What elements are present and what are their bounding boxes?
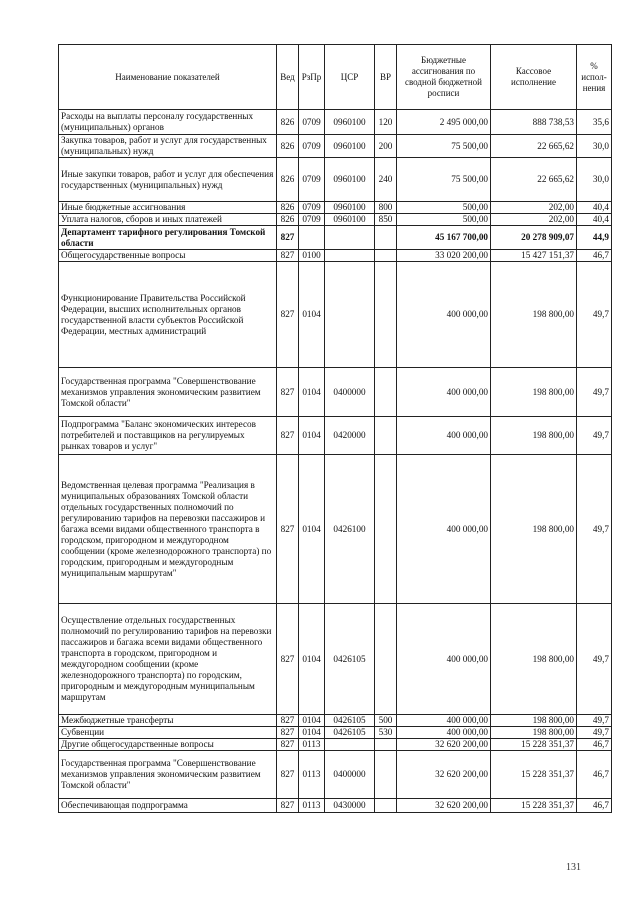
cell-vr	[375, 455, 397, 604]
cell-percent: 44,9	[577, 226, 612, 250]
table-row	[59, 214, 612, 226]
cell-rzpr: 0104	[299, 262, 325, 368]
cell-rzpr: 0104	[299, 455, 325, 604]
cell-percent: 40,4	[577, 202, 612, 214]
cell-ved: 826	[277, 110, 299, 135]
cell-rzpr: 0104	[299, 727, 325, 739]
cell-assignments: 45 167 700,00	[397, 226, 491, 250]
cell-cash-execution: 15 228 351,37	[491, 799, 577, 813]
cell-assignments: 400 000,00	[397, 715, 491, 727]
cell-rzpr: 0709	[299, 202, 325, 214]
table-row	[59, 202, 612, 214]
cell-rzpr: 0113	[299, 751, 325, 799]
cell-assignments: 33 020 200,00	[397, 250, 491, 262]
cell-assignments: 75 500,00	[397, 135, 491, 158]
table-row	[59, 604, 612, 715]
header-assignments: Бюджетные ассигнования по сводной бюджетной росписи	[397, 45, 491, 110]
cell-cash-execution: 202,00	[491, 202, 577, 214]
header-vr: ВР	[375, 45, 397, 110]
cell-csr	[325, 739, 375, 751]
cell-cash-execution: 198 800,00	[491, 455, 577, 604]
cell-cash-execution: 15 427 151,37	[491, 250, 577, 262]
cell-percent: 49,7	[577, 604, 612, 715]
cell-cash-execution: 888 738,53	[491, 110, 577, 135]
cell-name: Субвенции	[59, 727, 277, 739]
cell-ved: 827	[277, 417, 299, 455]
cell-ved: 827	[277, 604, 299, 715]
page-number: 131	[566, 862, 581, 873]
cell-vr: 500	[375, 715, 397, 727]
cell-cash-execution: 202,00	[491, 214, 577, 226]
header-csr: ЦСР	[325, 45, 375, 110]
cell-vr	[375, 250, 397, 262]
cell-name: Уплата налогов, сборов и иных платежей	[59, 214, 277, 226]
cell-assignments: 400 000,00	[397, 455, 491, 604]
cell-rzpr: 0113	[299, 799, 325, 813]
cell-vr	[375, 604, 397, 715]
cell-cash-execution: 20 278 909,07	[491, 226, 577, 250]
cell-ved: 826	[277, 158, 299, 202]
cell-assignments: 400 000,00	[397, 262, 491, 368]
cell-rzpr	[299, 226, 325, 250]
cell-name: Функционирование Правительства Российской Федерации, высших исполнительных органов государственной власти субъектов Российской Федерации, местных администраций	[59, 262, 277, 368]
table-row	[59, 110, 612, 135]
cell-ved: 827	[277, 250, 299, 262]
cell-cash-execution: 198 800,00	[491, 417, 577, 455]
cell-assignments: 500,00	[397, 214, 491, 226]
table-row	[59, 727, 612, 739]
cell-vr: 240	[375, 158, 397, 202]
cell-name: Другие общегосударственные вопросы	[59, 739, 277, 751]
header-percent: % испол-нения	[577, 45, 612, 110]
cell-ved: 827	[277, 262, 299, 368]
cell-percent: 46,7	[577, 799, 612, 813]
cell-percent: 46,7	[577, 250, 612, 262]
cell-csr: 0960100	[325, 158, 375, 202]
header-cash-execution: Кассовое исполнение	[491, 45, 577, 110]
cell-csr: 0400000	[325, 751, 375, 799]
cell-ved: 827	[277, 751, 299, 799]
cell-assignments: 32 620 200,00	[397, 751, 491, 799]
cell-name: Иные бюджетные ассигнования	[59, 202, 277, 214]
header-name: Наименование показателей	[59, 45, 277, 110]
cell-ved: 827	[277, 368, 299, 417]
table-header-row	[59, 45, 612, 110]
table-row	[59, 455, 612, 604]
cell-percent: 49,7	[577, 417, 612, 455]
cell-cash-execution: 198 800,00	[491, 262, 577, 368]
header-rzpr: РзПр	[299, 45, 325, 110]
table-row	[59, 158, 612, 202]
cell-csr: 0426105	[325, 727, 375, 739]
cell-name: Межбюджетные трансферты	[59, 715, 277, 727]
cell-assignments: 400 000,00	[397, 604, 491, 715]
cell-ved: 827	[277, 715, 299, 727]
table-body	[59, 110, 612, 813]
cell-vr: 800	[375, 202, 397, 214]
table-row	[59, 715, 612, 727]
cell-percent: 49,7	[577, 715, 612, 727]
cell-cash-execution: 22 665,62	[491, 135, 577, 158]
cell-name: Общегосударственные вопросы	[59, 250, 277, 262]
cell-rzpr: 0709	[299, 110, 325, 135]
table-row	[59, 739, 612, 751]
cell-csr: 0420000	[325, 417, 375, 455]
cell-rzpr: 0104	[299, 604, 325, 715]
cell-ved: 826	[277, 135, 299, 158]
cell-csr: 0400000	[325, 368, 375, 417]
cell-vr: 120	[375, 110, 397, 135]
cell-rzpr: 0709	[299, 158, 325, 202]
cell-ved: 827	[277, 739, 299, 751]
cell-percent: 49,7	[577, 368, 612, 417]
cell-assignments: 500,00	[397, 202, 491, 214]
cell-csr: 0960100	[325, 110, 375, 135]
cell-assignments: 32 620 200,00	[397, 739, 491, 751]
cell-percent: 46,7	[577, 751, 612, 799]
cell-rzpr: 0104	[299, 417, 325, 455]
cell-vr	[375, 262, 397, 368]
cell-name: Государственная программа "Совершенствование механизмов управления экономическим развитием Томской области"	[59, 751, 277, 799]
cell-vr	[375, 368, 397, 417]
cell-name: Закупка товаров, работ и услуг для государственных (муниципальных) нужд	[59, 135, 277, 158]
budget-execution-table	[58, 44, 612, 813]
cell-vr: 200	[375, 135, 397, 158]
cell-csr: 0960100	[325, 214, 375, 226]
cell-name: Расходы на выплаты персоналу государственных (муниципальных) органов	[59, 110, 277, 135]
table-row	[59, 799, 612, 813]
cell-cash-execution: 198 800,00	[491, 368, 577, 417]
cell-cash-execution: 198 800,00	[491, 604, 577, 715]
cell-name: Государственная программа "Совершенствование механизмов управления экономическим развитием Томской области"	[59, 368, 277, 417]
cell-vr	[375, 739, 397, 751]
table-row	[59, 226, 612, 250]
cell-assignments: 400 000,00	[397, 727, 491, 739]
cell-vr	[375, 799, 397, 813]
cell-rzpr: 0709	[299, 135, 325, 158]
cell-csr: 0426105	[325, 604, 375, 715]
cell-cash-execution: 15 228 351,37	[491, 739, 577, 751]
cell-csr: 0430000	[325, 799, 375, 813]
cell-ved: 827	[277, 727, 299, 739]
table-row	[59, 368, 612, 417]
cell-name: Иные закупки товаров, работ и услуг для обеспечения государственных (муниципальных) нужд	[59, 158, 277, 202]
cell-assignments: 400 000,00	[397, 368, 491, 417]
cell-assignments: 400 000,00	[397, 417, 491, 455]
cell-csr: 0426100	[325, 455, 375, 604]
cell-ved: 826	[277, 214, 299, 226]
cell-rzpr: 0709	[299, 214, 325, 226]
cell-percent: 46,7	[577, 739, 612, 751]
cell-name: Осуществление отдельных государственных полномочий по регулированию тарифов на перевозки пассажиров и багажа всеми видами общественного транспорта в городском, пригородном и междугородном сообщении (кроме железнодорожного транспорта) по городским, пригородным и междугородным муниципальным маршрутам	[59, 604, 277, 715]
cell-percent: 30,0	[577, 135, 612, 158]
cell-percent: 40,4	[577, 214, 612, 226]
cell-assignments: 32 620 200,00	[397, 799, 491, 813]
table-row	[59, 135, 612, 158]
cell-percent: 49,7	[577, 262, 612, 368]
cell-csr: 0960100	[325, 202, 375, 214]
cell-csr	[325, 250, 375, 262]
cell-assignments: 2 495 000,00	[397, 110, 491, 135]
table-row	[59, 250, 612, 262]
header-ved: Вед	[277, 45, 299, 110]
cell-ved: 826	[277, 202, 299, 214]
cell-name: Департамент тарифного регулирования Томской области	[59, 226, 277, 250]
cell-assignments: 75 500,00	[397, 158, 491, 202]
cell-percent: 30,0	[577, 158, 612, 202]
cell-ved: 827	[277, 226, 299, 250]
cell-csr	[325, 226, 375, 250]
cell-ved: 827	[277, 799, 299, 813]
table-row	[59, 417, 612, 455]
cell-percent: 49,7	[577, 455, 612, 604]
cell-cash-execution: 198 800,00	[491, 715, 577, 727]
cell-csr	[325, 262, 375, 368]
cell-rzpr: 0113	[299, 739, 325, 751]
cell-ved: 827	[277, 455, 299, 604]
cell-rzpr: 0104	[299, 715, 325, 727]
table-row	[59, 262, 612, 368]
cell-cash-execution: 22 665,62	[491, 158, 577, 202]
cell-cash-execution: 198 800,00	[491, 727, 577, 739]
table-row	[59, 751, 612, 799]
cell-vr	[375, 751, 397, 799]
cell-percent: 49,7	[577, 727, 612, 739]
cell-percent: 35,6	[577, 110, 612, 135]
cell-vr	[375, 226, 397, 250]
cell-rzpr: 0100	[299, 250, 325, 262]
cell-vr	[375, 417, 397, 455]
cell-vr: 530	[375, 727, 397, 739]
cell-vr: 850	[375, 214, 397, 226]
cell-rzpr: 0104	[299, 368, 325, 417]
cell-name: Подпрограмма "Баланс экономических интересов потребителей и поставщиков на регулируемых рынках товаров и услуг"	[59, 417, 277, 455]
cell-csr: 0960100	[325, 135, 375, 158]
cell-cash-execution: 15 228 351,37	[491, 751, 577, 799]
cell-name: Ведомственная целевая программа "Реализация в муниципальных образованиях Томской области отдельных государственных полномочий по регулированию тарифов на перевозки пассажиров и багажа всеми видами общественного транспорта в городском, пригородном и междугородном сообщении (кроме железнодорожного транспорта) по городским, пригородным и междугородным муниципальным маршрутам"	[59, 455, 277, 604]
cell-name: Обеспечивающая подпрограмма	[59, 799, 277, 813]
cell-csr: 0426105	[325, 715, 375, 727]
